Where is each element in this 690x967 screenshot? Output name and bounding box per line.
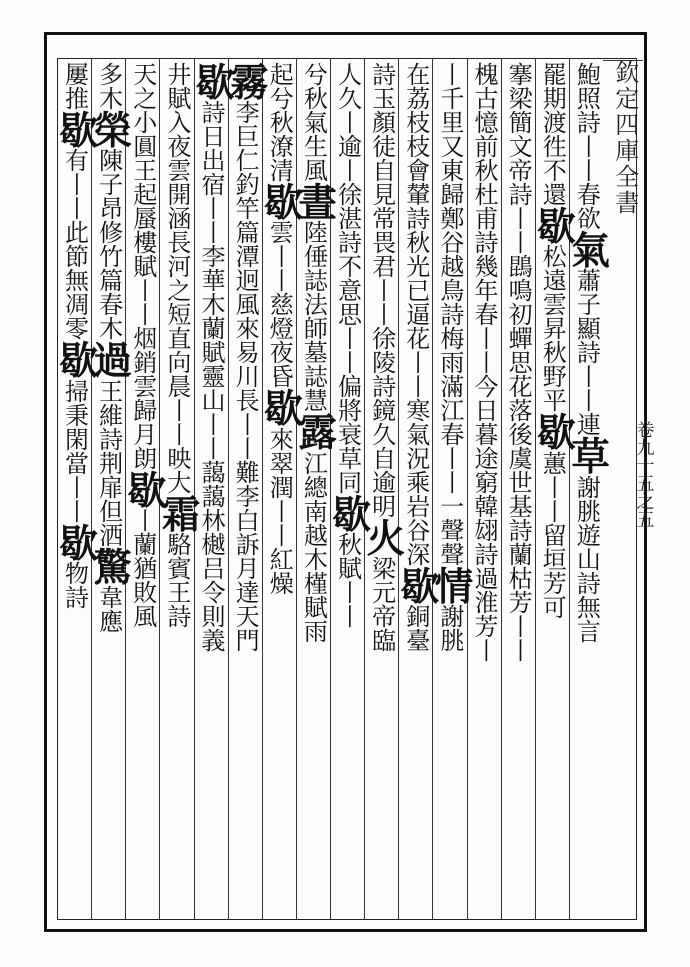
text-column	[256, 62, 302, 920]
annotation-text: 搴梁簡文帝詩丨丨鵾鳴初蟬思花落後虞世基詩蘭枯芳丨丨	[504, 62, 533, 662]
annotation-text: 陸倕誌法師墓誌慧	[299, 220, 328, 413]
annotation-text: 駱賓王詩	[162, 532, 191, 629]
headword: 歇	[120, 470, 166, 509]
annotation-text: 人久丨逾丨徐湛詩不意思丨丨偏將衰草同	[333, 62, 362, 494]
annotation-text: 丨蘭猶敗風	[128, 508, 157, 629]
headword: 氣	[564, 230, 610, 269]
headword: 歇	[393, 566, 439, 605]
headword: 驚	[86, 546, 132, 586]
annotation-text: 李巨仁釣竿篇潭迥風來易川長丨丨難李白訴月達天門	[231, 100, 260, 653]
annotation-text: 王維詩荆扉但洒	[94, 378, 123, 547]
headword: 歇	[529, 206, 575, 245]
annotation-text: 多木	[94, 62, 123, 110]
headword: 霜	[154, 494, 200, 533]
headword: 歇	[52, 340, 98, 379]
annotation-text: 丨千里又東歸鄭谷越鳥詩梅雨滿江春丨丨一聲聲	[435, 62, 464, 566]
column-divider	[398, 58, 399, 920]
book-title-text: 欽定四庫全書	[610, 60, 639, 216]
annotation-text: 蕭子顯詩丨丨連	[572, 268, 601, 437]
text-column	[52, 62, 98, 920]
text-column	[222, 62, 268, 920]
text-column	[529, 62, 575, 920]
headword: 過	[86, 340, 132, 379]
annotation-text: 詩玉顏徒自見常畏君丨丨徐陵詩鏡久自逾明	[367, 62, 396, 518]
column-divider	[228, 58, 229, 920]
annotation-text: 銅臺	[401, 604, 430, 653]
annotation-text: 松遠雲昇秋野平	[538, 244, 567, 413]
annotation-text: 秋賦丨丨	[333, 532, 362, 629]
column-divider	[501, 58, 502, 920]
annotation-text: 物詩	[60, 561, 89, 610]
annotation-text: 天之小圓王起蜃樓賦丨丨烟銷雲歸月朗	[128, 62, 157, 470]
column-divider	[364, 58, 365, 920]
text-column	[359, 62, 405, 920]
text-column	[188, 62, 234, 920]
text-column	[120, 62, 166, 920]
column-divider	[262, 58, 263, 920]
headword: 歇	[256, 388, 302, 427]
text-column	[393, 62, 439, 920]
headword: 榮	[86, 110, 132, 149]
column-divider	[194, 58, 195, 920]
annotation-text: 鮑照詩丨丨春欲	[572, 62, 601, 230]
annotation-text: 掃秉閑當丨丨	[60, 378, 89, 523]
annotation-text: 屢推	[60, 62, 89, 110]
annotation-text: 雲丨丨慈燈夜昏	[265, 220, 294, 389]
headword: 霧	[222, 62, 268, 101]
text-column	[564, 62, 610, 920]
annotation-text: 詩日出宿丨丨李華木蘭賦靈山丨丨藹藹林樾吕令則義	[197, 100, 225, 653]
annotation-text: 謝朓	[435, 604, 464, 653]
annotation-text: 江總南越木槿賦雨	[299, 450, 328, 643]
annotation-text: 槐古憶前秋杜甫詩幾年春丨丨今日暮途窮韓翃詩過淮芳丨	[470, 62, 498, 662]
annotation-text: 梁元帝臨	[367, 556, 396, 653]
headword: 歇	[325, 494, 371, 533]
volume-label-text: 卷九十五之五	[633, 420, 655, 528]
headword: 歇	[529, 412, 575, 451]
column-divider	[467, 58, 468, 920]
volume-label	[632, 420, 654, 528]
headword: 露	[291, 412, 337, 451]
headword: 歇	[52, 110, 98, 149]
annotation-text: 蕙丨丨留垣芳可	[538, 450, 567, 619]
text-column	[427, 62, 473, 920]
annotation-text: 在荔枝枝會輦詩秋光已逼花丨丨寒氣況乘岩谷深	[401, 62, 430, 566]
annotation-text: 來翠潤丨丨紅燥	[265, 426, 294, 595]
headword: 歇	[188, 62, 234, 101]
annotation-text: 有丨丨此節無凋零	[60, 148, 89, 341]
headword: 歇	[52, 522, 98, 562]
annotation-text: 陳子昂修竹篇春木	[94, 148, 123, 341]
annotation-text: 韋應	[94, 585, 123, 634]
headword: 情	[427, 566, 473, 605]
headword: 晝	[291, 182, 337, 221]
column-divider	[569, 58, 570, 920]
text-column	[501, 62, 535, 920]
text-column	[467, 62, 501, 920]
column-divider	[125, 58, 126, 920]
column-divider	[91, 58, 92, 920]
annotation-text: 兮秋氣生風	[299, 62, 328, 182]
headword: 歇	[256, 182, 302, 221]
annotation-text: 起兮秋潦清	[265, 62, 294, 182]
annotation-text: 謝朓遊山詩無言	[572, 474, 601, 643]
headword: 火	[359, 518, 405, 557]
column-divider	[432, 58, 433, 920]
annotation-text: 井賦入夜雲開涵長河之短直向晨丨丨映大	[162, 62, 191, 494]
book-title-margin	[606, 60, 642, 216]
annotation-text: 罷期渡徃不還	[538, 62, 567, 206]
text-column	[86, 62, 132, 920]
column-divider	[535, 58, 536, 920]
headword: 草	[564, 436, 610, 475]
